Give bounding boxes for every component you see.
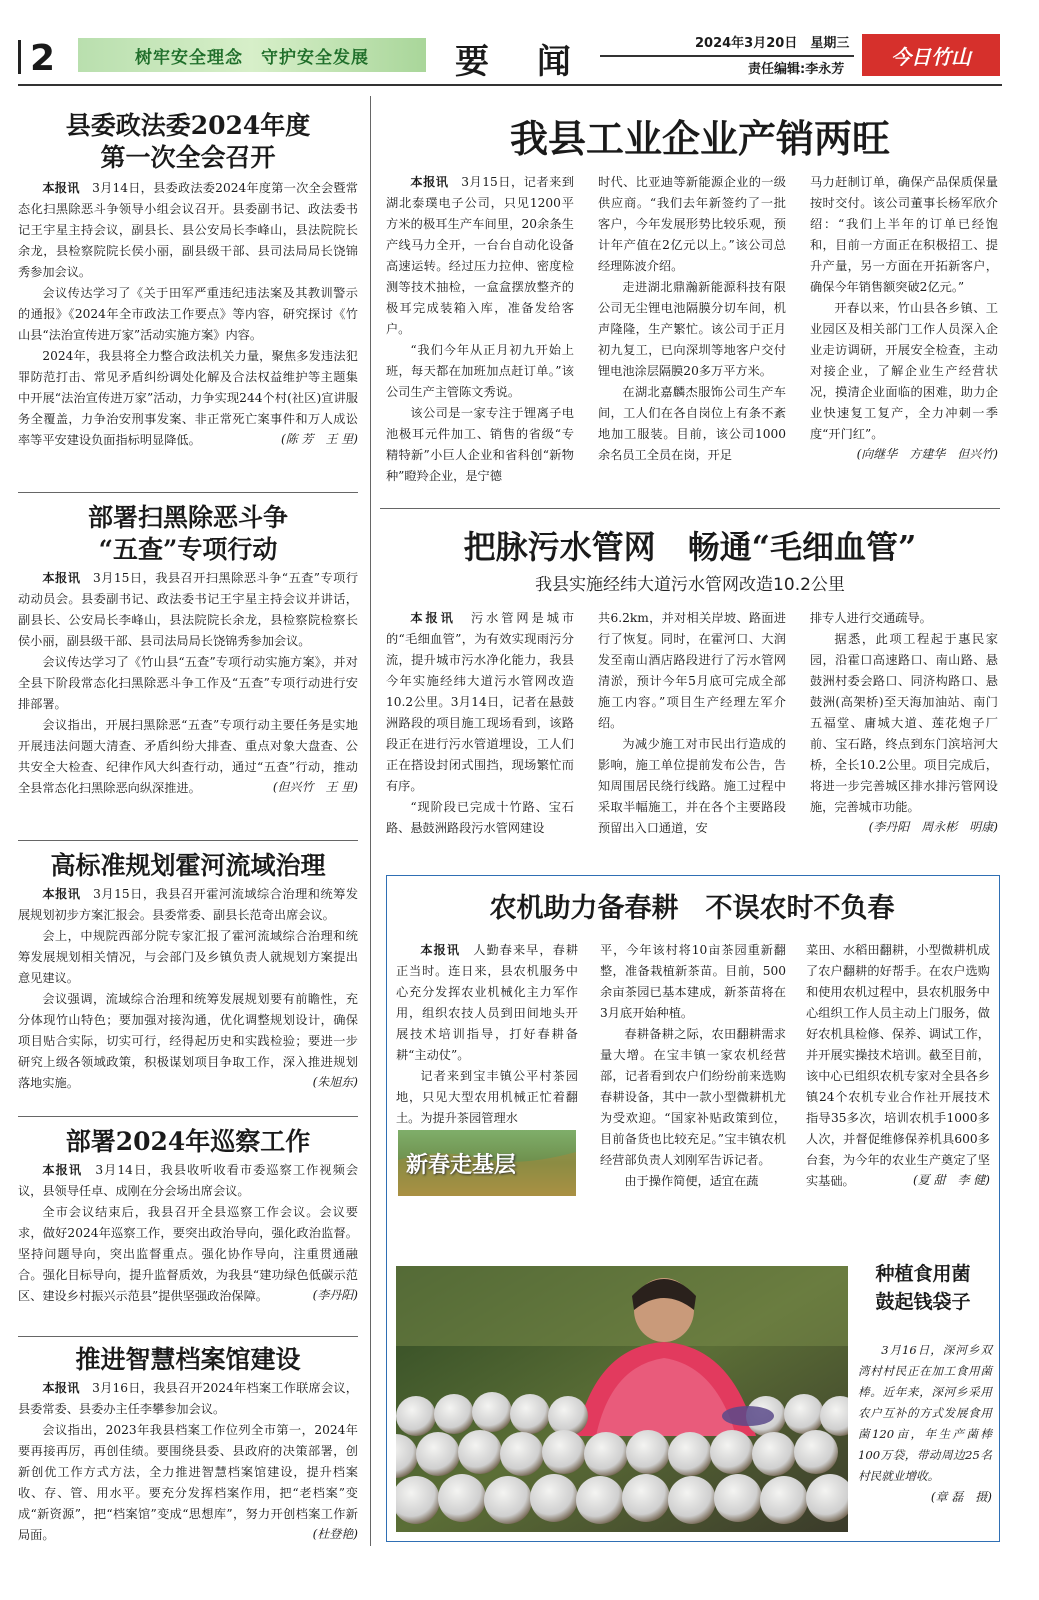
article8-title: 农机助力备春耕 不误农时不负春 <box>489 893 895 924</box>
photo-illustration <box>396 1266 848 1532</box>
article8-byline: (夏 甜 李 健) <box>913 1173 990 1187</box>
editor-credit: 责任编辑:李永芳 <box>748 62 845 77</box>
article6-col2-p3: 在湖北嘉麟杰服饰公司生产车间，工人们在各自岗位上有条不紊地加工服装。目前，该公司1000余名员工全员在岗，开足 <box>598 385 786 462</box>
article2-p2: 会议传达学习了《竹山县“五查”专项行动实施方案》，并对全县下阶段常态化扫黑除恶斗争工作及“五查”专项行动进行安排部署。 <box>18 655 358 711</box>
article1-p3: 2024年，我县将全力整合政法机关力量，聚焦多发违法犯罪防范打击、常见矛盾纠纷调处化解及合法权益维护等主题集中开展“法治宣传进万家”活动，力争实现244个村(社区)宣讲服务全覆盖，力争治安刑事发案、非正常死亡案事件和万人成讼率等平安建设负面指标明显降低。 <box>18 349 358 447</box>
newspaper-logo: 今日竹山 <box>862 34 1000 76</box>
article1-body <box>18 178 358 447</box>
article7-col2-p2: 为减少施工对市民出行造成的影响，施工单位提前发布公告，告知周围居民绕行线路。施工过程中采取半幅施工，并在各个主要路段预留出入口通道，安 <box>598 737 786 835</box>
article8-col2-p2: 春耕备耕之际，农田翻耕需求量大增。在宝丰镇一家农机经营部，记者看到农户们纷纷前来选购春耕设备，其中一款小型微耕机尤为受欢迎。“国家补贴政策到位，目前备货也比较充足。”宝丰镇农机经营部负责人刘刚军告诉记者。 <box>600 1027 786 1167</box>
article4-title: 部署2024年巡察工作 <box>65 1127 311 1156</box>
article7-col1-text: 污水管网是城市的“毛细血管”，为有效实现雨污分流，提升城市污水净化能力，我县今年实施经纬大道污水管网改造10.2公里。3月14日，记者在悬鼓洲路段的项目施工现场看到，该路段正在进行污水管道埋设，工人们正在搭设封闭式围挡，现场繁忙而有序。 <box>386 611 575 793</box>
article6-col3-text: 马力赶制订单，确保产品保质保量按时交付。该公司董事长杨军欣介绍：“我们上半年的订单已经饱和，目前一方面正在积极招工、提升产量，另一方面在开拓新客户，确保今年销售额突破2亿元。” <box>810 175 998 294</box>
article7-lead: 本报讯 <box>410 611 456 625</box>
article2-title-line1: 部署扫黑除恶斗争 <box>87 503 288 532</box>
article7-byline: (李丹阳 周永彬 明康) <box>868 820 998 834</box>
article5-p1: 3月16日，我县召开2024年档案工作联席会议，县委常委、县委办主任李攀参加会议。 <box>18 1381 358 1416</box>
article6-col1 <box>386 172 574 487</box>
article2-byline: (但兴竹 王 里) <box>272 780 358 794</box>
article3-byline: (朱旭东) <box>312 1075 358 1089</box>
article8-lead: 本报讯 <box>420 943 461 957</box>
photo-caption-text: 3月16日，深河乡双湾村村民正在加工食用菌棒。近年来，深河乡采用农户互补的方式发展食用菌120亩，年生产菌棒100万袋，带动周边25名村民就业增收。 <box>858 1343 992 1483</box>
article8-col3 <box>806 940 990 1188</box>
article1-title <box>18 110 358 174</box>
divider <box>18 1336 358 1337</box>
divider <box>18 840 358 841</box>
article7-subtitle: 我县实施经纬大道污水管网改造10.2公里 <box>535 575 845 595</box>
top-rule <box>18 84 1002 86</box>
article8-col1-p2: 记者来到宝丰镇公平村茶园地，只见大型农用机械正忙着翻土。为提升茶园管理水 <box>396 1069 578 1125</box>
article7-title: 把脉污水管网 畅通“毛细血管” <box>463 528 917 566</box>
article1-byline: (陈 芳 王 里) <box>281 432 358 446</box>
article1-title-line1: 县委政法委2024年度 <box>65 111 311 140</box>
article2-lead: 本报讯 <box>42 571 81 585</box>
divider <box>18 492 358 493</box>
article4-body <box>18 1160 358 1303</box>
article6-col3 <box>810 172 998 462</box>
article4-p2: 全市会议结束后，我县召开全县巡察工作会议。会议要求，做好2024年巡察工作，要突出政治导向，强化政治监督。坚持问题导向，突出监督重点。强化协作导向，注重贯通融合。强化目标导向，提升监督质效，为我县“建功绿色低碳示范区、建设乡村振兴示范县”提供坚强政治保障。 <box>18 1205 358 1303</box>
article8-col2-p3: 由于操作简便，适宜在蔬 <box>624 1174 759 1188</box>
article3-body <box>18 884 358 1090</box>
article2-body <box>18 568 358 795</box>
article8-col2-text: 平，今年该村将10亩茶园重新翻整，准备栽植新茶苗。目前，500余亩茶园已基本建成，新茶苗将在3月底开始种植。 <box>600 943 786 1020</box>
article1-lead: 本报讯 <box>42 181 80 195</box>
article8-col3-text: 菜田、水稻田翻耕，小型微耕机成了农户翻耕的好帮手。在农户选购和使用农机过程中，县农机服务中心组织工作人员主动上门服务，做好农机具检修、保养、调试工作，并开展实操技术培训。截至目前，该中心已组织农机专家对全县各乡镇24个农机专业合作社开展技术指导35多次，培训农机手1000多人次，并督促维修保养机具600多台套，为今年的农业生产奠定了坚实基础。 <box>806 943 990 1188</box>
article6-lead: 本报讯 <box>410 175 449 189</box>
article7-col3 <box>810 608 998 835</box>
header-divider <box>600 55 854 57</box>
article4-lead: 本报讯 <box>42 1163 83 1177</box>
page-number: 2 <box>30 38 56 79</box>
photo-title-line1: 种植食用菌 <box>875 1263 971 1285</box>
photo-title <box>853 1260 993 1316</box>
article5-title: 推进智慧档案馆建设 <box>75 1345 301 1374</box>
article1-p2: 会议传达学习了《关于田军严重违纪违法案及其教训警示的通报》《2024年全市政法工作要点》等内容，研究探讨《竹山县“法治宣传进万家”活动实施方案》内容。 <box>18 286 358 342</box>
article2-p1: 3月15日，我县召开扫黑除恶斗争“五查”专项行动动员会。县委副书记、政法委书记王宇星主持会议并讲话，副县长、公安局长李峰山，县法院院长余龙，县检察院检察长侯小丽，副县级干部、县司法局局长饶锦秀参加会议。 <box>18 571 359 648</box>
article6-col2 <box>598 172 786 466</box>
article8-col2 <box>600 940 786 1192</box>
article5-byline: (杜登艳) <box>312 1527 358 1541</box>
article3-title: 高标准规划霍河流域治理 <box>50 851 326 880</box>
article6-col2-text: 时代、比亚迪等新能源企业的一级供应商。“我们去年新签约了一批客户，今年发展形势比较乐观，预计年产值在2亿元以上。”该公司总经理陈波介绍。 <box>598 175 786 273</box>
article7-col2 <box>598 608 786 839</box>
article3-lead: 本报讯 <box>42 887 81 901</box>
slogan-banner <box>78 38 426 72</box>
photo-title-line2: 鼓起钱袋子 <box>875 1291 971 1313</box>
article7-col3-p2: 据悉，此项工程起于惠民家园，沿霍口高速路口、南山路、悬鼓洲村委会路口、同济构路口、悬鼓洲(高架桥)至天海加油站、南门五福堂、庸城大道、莲花炮子厂前、宝石路，终点到东门滨培河大桥，全长10.2公里。项目完成后，将进一步完善城区排水排污管网设施，完善城市功能。 <box>810 632 998 814</box>
issue-date: 2024年3月20日 星期三 <box>695 36 850 51</box>
article6-col2-p2: 走进湖北鼎瀚新能源科技有限公司无尘锂电池隔膜分切车间，机声隆隆，生产繁忙。该公司于正月初九复工，已向深圳等地客户交付锂电池涂层隔膜20多万平方米。 <box>598 280 786 378</box>
divider <box>380 508 1000 509</box>
photo-caption <box>858 1340 992 1508</box>
article1-title-line2: 第一次全会召开 <box>100 143 276 172</box>
article4-p1: 3月14日，我县收听收看市委巡察工作视频会议，县领导任卓、成刚在分会场出席会议。 <box>18 1163 359 1198</box>
article5-body <box>18 1378 358 1542</box>
article3-p1: 3月15日，我县召开霍河流域综合治理和统筹发展规划初步方案汇报会。县委常委、副县长范奇出席会议。 <box>18 887 359 922</box>
article3-p2: 会上，中规院西部分院专家汇报了霍河流域综合治理和统筹发展规划相关情况，与会部门及乡镇负责人就规划方案提出意见建议。 <box>18 929 358 985</box>
article7-col1 <box>386 608 574 839</box>
article6-byline: (向继华 方建华 但兴竹) <box>856 447 998 461</box>
article6-col1-text: 3月15日，记者来到湖北泰璞电子公司，只见1200平方米的极耳生产车间里，20余条生产线马力全开，一台台自动化设备高速运转。经过压力拉伸、密度检测等技术抽检，一盒盒摆放整齐的极耳完成装箱入库，准备发给客户。 <box>386 175 575 336</box>
section-title: 要 闻 <box>455 42 589 82</box>
mushroom-photo <box>396 1266 848 1532</box>
new-spring-inset <box>398 1130 576 1196</box>
article4-byline: (李丹阳) <box>312 1288 358 1302</box>
article2-p3: 会议指出，开展扫黑除恶“五查”专项行动主要任务是实地开展违法问题大清查、矛盾纠纷大排查、重点对象大盘查、公共安全大检查、纪律作风大纠查行动，通过“五查”行动，推动全县常态化扫黑除恶向纵深推进。 <box>18 718 358 795</box>
article2-title <box>18 502 358 566</box>
article5-p2: 会议指出，2023年我县档案工作位列全市第一，2024年要再接再厉，再创佳绩。要围绕县委、县政府的决策部署，创新创优工作方式方法，全力推进智慧档案馆建设，提升档案收、存、管、用水平。要充分发挥档案作用，把“老档案”变成“新资源”，把“档案馆”变成“思想库”，努力开创档案工作新局面。 <box>18 1423 358 1542</box>
article3-p3: 会议强调，流域综合治理和统筹发展规划要有前瞻性，充分体现竹山特色；要加强对接沟通，优化调整规划设计，确保项目贴合实际，切实可行，经得起历史和实践检验；要进一步研究上级各领域政策，积极谋划项目争取工作，深入推进规划落地实施。 <box>18 992 358 1090</box>
article6-col1-p3: 该公司是一家专注于锂离子电池极耳元件加工、销售的省级“专精特新”小巨人企业和省科创“新物种”瞪羚企业，是宁德 <box>386 406 574 483</box>
article8-col1-text: 人勤春来早，春耕正当时。连日来，县农机服务中心充分发挥农业机械化主力军作用，组织农技人员到田间地头开展技术培训指导，打好春耕备耕“主动仗”。 <box>396 943 579 1062</box>
slogan-text: 树牢安全理念 守护安全发展 <box>135 47 369 68</box>
article6-col1-p2: “我们今年从正月初九开始上班，每天都在加班加点赶订单。”该公司生产主管陈文秀说。 <box>386 343 574 399</box>
article1-p1: 3月14日，县委政法委2024年度第一次全会暨常态化扫黑除恶斗争领导小组会议召开。县委副书记、政法委书记王宇星主持会议，副县长、县公安局长李峰山，县法院院长余龙，县检察院院长侯小丽，副县级干部、县司法局局长饶锦秀参加会议。 <box>18 181 358 279</box>
article7-col3-text: 排专人进行交通疏导。 <box>810 611 932 625</box>
column-divider <box>370 96 371 1546</box>
article2-title-line2: “五查”专项行动 <box>98 535 278 564</box>
divider <box>18 1116 358 1117</box>
header-rule <box>18 40 21 74</box>
article6-col3-p2: 开春以来，竹山县各乡镇、工业园区及相关部门工作人员深入企业走访调研，开展安全检查，主动对接企业，了解企业生产经营状况，摸清企业面临的困难，助力企业快速复工复产，全力冲刺一季度“开门红”。 <box>810 301 998 441</box>
article7-col1-p2: “现阶段已完成十竹路、宝石路、悬鼓洲路段污水管网建设 <box>386 800 574 835</box>
article6-title: 我县工业企业产销两旺 <box>509 116 890 161</box>
photo-byline: (章 磊 摄) <box>930 1490 992 1504</box>
article5-lead: 本报讯 <box>42 1381 80 1395</box>
inset-label: 新春走基层 <box>406 1152 517 1178</box>
article8-col1 <box>396 940 578 1129</box>
article7-col2-text: 共6.2km，并对相关岸坡、路面进行了恢复。同时，在霍河口、大润发至南山酒店路段进行了污水管网清淤，预计今年5月底可完成全部施工内容。”项目生产经理左军介绍。 <box>598 611 786 730</box>
